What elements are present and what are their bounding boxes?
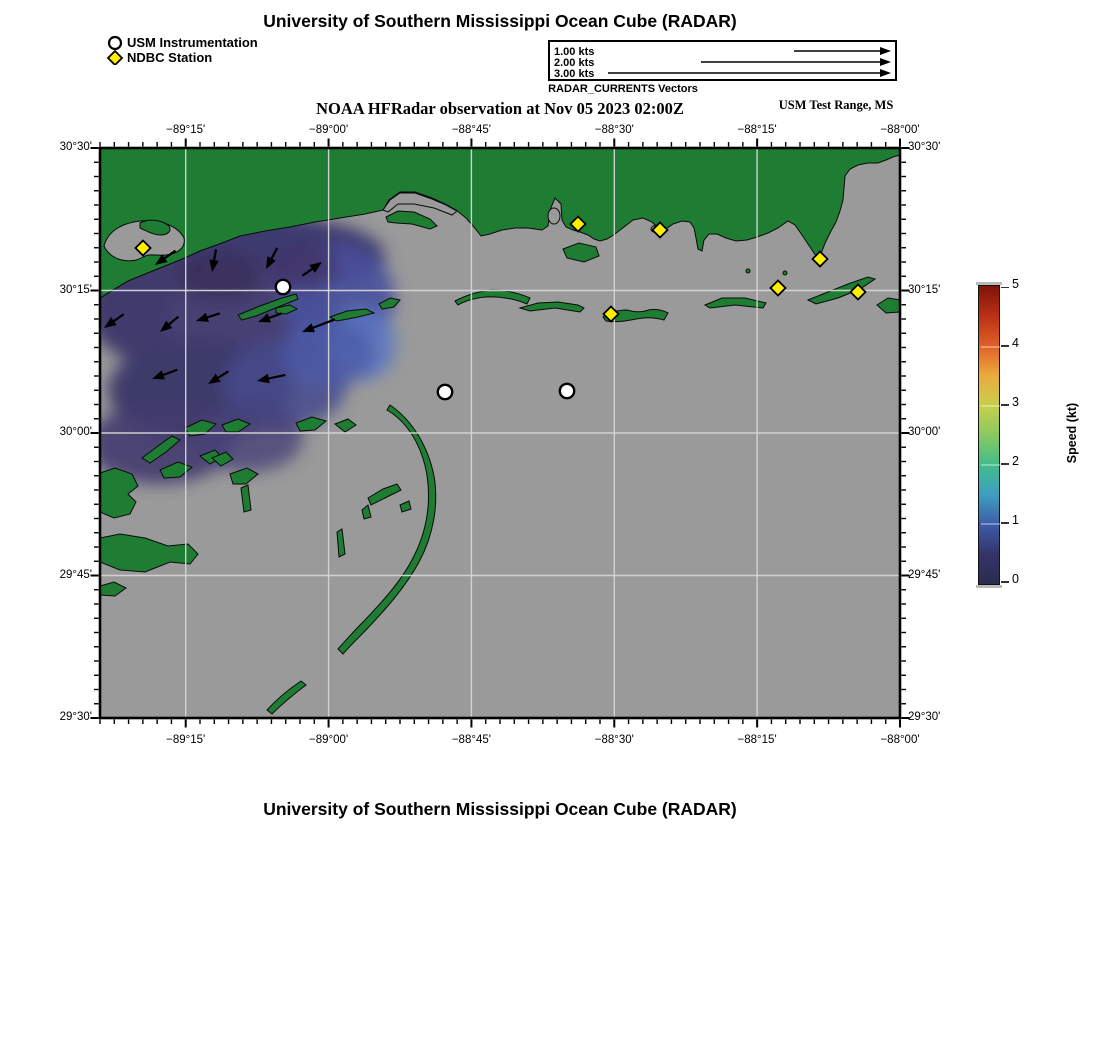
x-axis-label-bottom: −88°30' <box>594 734 634 746</box>
figure-title-bottom: University of Southern Mississippi Ocean Cube (RADAR) <box>263 799 737 819</box>
svg-text:2.00 kts: 2.00 kts <box>554 57 595 69</box>
figure-title-top: University of Southern Mississippi Ocean Cube (RADAR) <box>263 11 737 31</box>
usm-instrumentation-marker <box>276 280 290 294</box>
vector-scale-rows <box>550 42 895 79</box>
vector-scale-caption: RADAR_CURRENTS Vectors <box>548 83 698 95</box>
colorbar-gridlines <box>981 288 1001 586</box>
y-axis-label-right: 30°30' <box>908 141 941 153</box>
map-legend <box>106 35 258 65</box>
x-axis-label-bottom: −89°15' <box>166 734 206 746</box>
yellow-diamond-icon <box>106 50 125 65</box>
colorbar-tick-label: 0 <box>1012 572 1019 586</box>
colorbar-tick-label: 2 <box>1012 454 1019 468</box>
x-axis-label-bottom: −88°45' <box>451 734 491 746</box>
map <box>100 148 900 718</box>
x-axis-label-top: −88°30' <box>594 124 634 136</box>
colorbar-tick-label: 1 <box>1012 513 1019 527</box>
legend-item-usm <box>106 35 258 50</box>
colorbar-tick-label: 3 <box>1012 395 1019 409</box>
test-range-label: USM Test Range, MS <box>778 98 894 112</box>
colorbar-gradient <box>978 285 1000 585</box>
observation-subtitle: NOAA HFRadar observation at Nov 05 2023 02:00Z <box>316 99 684 118</box>
x-axis-label-bottom: −89°00' <box>309 734 349 746</box>
y-axis-label-left: 30°00' <box>59 426 92 438</box>
y-axis-label-right: 29°45' <box>908 568 941 581</box>
colorbar-tick-label: 4 <box>1012 336 1019 350</box>
islet-dot <box>746 269 750 273</box>
x-axis-label-top: −88°45' <box>451 124 491 136</box>
x-axis-label-top: −89°15' <box>166 124 206 136</box>
y-axis-label-right: 30°15' <box>908 283 941 296</box>
x-axis-label-top: −88°00' <box>880 124 920 136</box>
y-axis-label-left: 29°30' <box>59 711 92 723</box>
legend-label-ndbc: NDBC Station <box>127 50 213 65</box>
svg-text:3.00 kts: 3.00 kts <box>554 68 595 79</box>
open-circle-icon <box>106 35 125 50</box>
y-axis-label-left: 30°15' <box>59 283 92 296</box>
colorbar-ticks <box>1001 287 1013 587</box>
bay-st-louis <box>548 208 560 224</box>
legend-label-usm: USM Instrumentation <box>127 35 258 50</box>
legend-item-ndbc <box>106 50 258 65</box>
map-canvas <box>100 148 900 718</box>
x-axis-label-bottom: −88°00' <box>880 734 920 746</box>
usm-instrumentation-marker <box>438 385 452 399</box>
y-axis-label-right: 30°00' <box>908 426 941 438</box>
y-axis-label-left: 29°45' <box>59 568 92 581</box>
y-axis-label-right: 29°30' <box>908 711 941 723</box>
colorbar-tick-label: 5 <box>1012 277 1019 291</box>
svg-text:1.00 kts: 1.00 kts <box>554 46 595 58</box>
y-axis-label-left: 30°30' <box>59 141 92 153</box>
x-axis-label-top: −89°00' <box>309 124 349 136</box>
vector-scale-box <box>548 40 897 81</box>
usm-instrumentation-marker <box>560 384 574 398</box>
islet-dot <box>783 271 787 275</box>
x-axis-label-bottom: −88°15' <box>737 734 777 746</box>
x-axis-label-top: −88°15' <box>737 124 777 136</box>
colorbar-label: Speed (kt) <box>1065 402 1079 464</box>
